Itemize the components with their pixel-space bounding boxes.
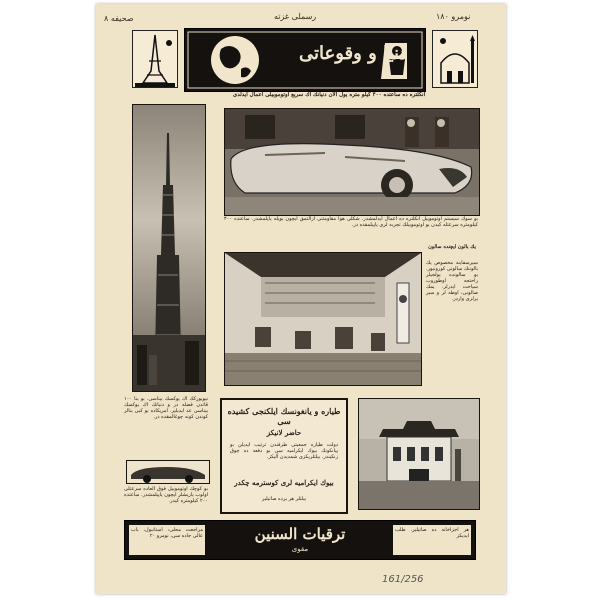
banner-title: دنیا و وقوعاتی xyxy=(299,43,407,64)
magazine-title: رسملى غزته xyxy=(274,12,317,21)
eiffel-illustration xyxy=(132,30,178,88)
footer-brand-sub: مقوی xyxy=(291,545,309,553)
footer-left-panel xyxy=(129,525,205,555)
footer-right-panel xyxy=(393,525,471,555)
race-car-headline: انكلتره ده ساعتده ۴۰۰ كیلو متره یول آلان دنیانك اك سریع اوتوموبیلی اعمال ایدلدی xyxy=(232,92,426,98)
ad-subhead: حاضر لانیكز xyxy=(266,428,302,437)
footer-left-text: مراجعت محلی: استانبول، باب عالی جاده سی، نومرو ۲۰ xyxy=(131,527,203,539)
skyscraper-article: نیویوركك اك یوكسك بیناسی. بو بنا ۱۰۰ قاتدن فضله در و دنیانك اك یوكسك بیناسی عد ایدیلیر. امریكاده بو كبی بنالر كوندن كونه چوغالمقده در. xyxy=(124,396,208,420)
footer-right-text: هر اجزاخانه ده صاتیلیر. طلب ایدیكز xyxy=(395,527,469,539)
footer-brand: ترقیات السنین xyxy=(254,525,346,543)
airship-salon-photo xyxy=(224,252,422,386)
airship-article: سیرسفاینه مخصوص یك بالوننك سالونی كورونیور. بو سالونده یولجیلر راحتجه اوطوروب سیاحت ایدرلر. یمك صالونی، اوطه لر و سیر یرلری واردر. xyxy=(426,260,478,302)
race-car-photo xyxy=(224,108,480,216)
magazine-page xyxy=(96,4,506,594)
issue-number: نومرو ۱۸۰ xyxy=(436,12,471,21)
pavilion-photo xyxy=(358,398,480,510)
race-car-article: بو سوك سیستم اوتوموبیل انكلتره ده اعمال ایدلمشدر. شكلی هوا مقاومتنی آزالتمق ایچون بویله یاپلمشدر. ساعتده ۴۰۰ كیلومتره سرعتله كیدن بو اوتوموبیلك تجربه لری یاپیلمقده در. xyxy=(224,216,478,228)
ad-body: دولت طیاره جمعیتی طرفندن ترتیب ایدیلن بو پیانكونك بیوك ایكرامیه سی بو دفعه ده چوق زنكیندر. بیلتلریكزی شمدیدن آلیكز. xyxy=(230,442,338,460)
ad-footer: بیلتلر هر یرده صاتیلیر xyxy=(261,496,307,502)
airship-caption: یك بالون ایچنده سالون xyxy=(428,244,476,250)
skyscraper-photo xyxy=(132,104,206,392)
ad-prize: بیوك ایكرامیه لری كوسترمه چكدر xyxy=(234,478,334,487)
small-car-photo xyxy=(126,460,210,484)
ad-headline: طیاره و یانغونسك ایلكنجی كشیده سی xyxy=(227,406,341,426)
footer-advertisement xyxy=(124,520,476,560)
small-car-article: بو كوچك اوتوموبیل فوق العاده سرعتلی اولوب یاریشلر ایچون یاپیلمشدر. ساعتده ۲۰۰ كیلومتره كیدر. xyxy=(124,486,208,504)
lottery-advertisement xyxy=(220,398,348,514)
section-banner xyxy=(184,28,426,92)
pencil-annotation: 161/256 xyxy=(382,574,424,585)
mosque-illustration xyxy=(432,30,478,88)
page-number: صحیفه ۸ xyxy=(104,14,134,23)
